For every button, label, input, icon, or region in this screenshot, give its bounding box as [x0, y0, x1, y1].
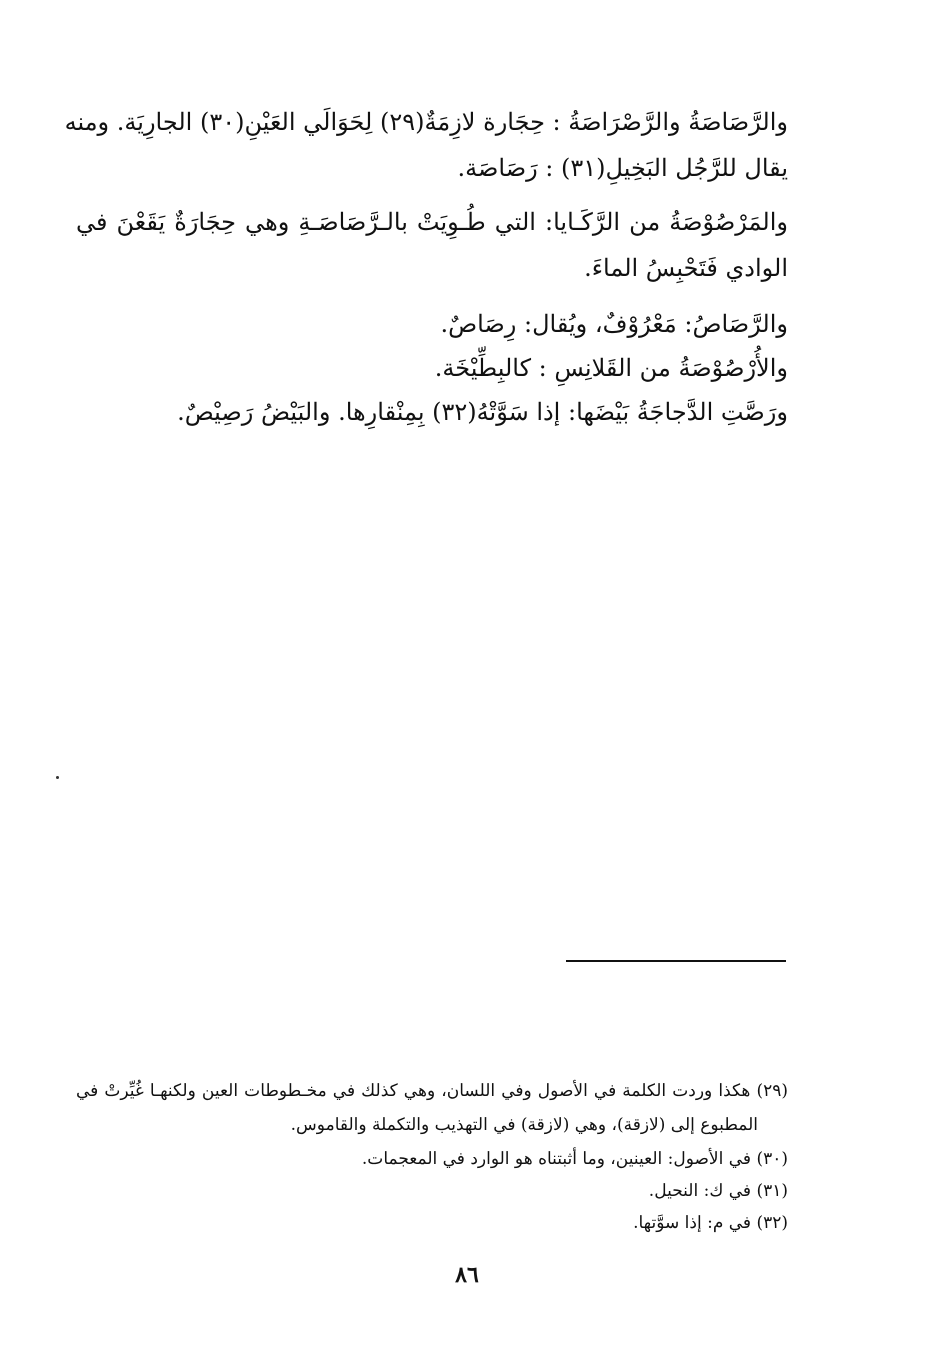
footnote-32: (٣٢) في م: إذا سوَّتها.	[633, 1213, 788, 1233]
paragraph-1-line-1: والرَّصَاصَةُ والرَّصْرَاصَةُ : حِجَارة لازِمَةٌ(٢٩) لِحَوَالَي العَيْنِ(٣٠) الجارِيَة. ومنه	[64, 108, 788, 136]
paragraph-1-line-2: يقال للرَّجُل البَخِيلِ(٣١) : رَصَاصَة.	[457, 154, 788, 182]
paragraph-2-line-1: والمَرْصُوْصَةُ من الرَّكَـايا: التي طُـوِيَتْ بالـرَّصَاصَـةِ وهي حِجَارَةٌ يَقَعْنَ في	[76, 208, 788, 236]
paragraph-5: ورَصَّتِ الدَّجاجَةُ بَيْضَها: إذا سَوَّتْهُ(٣٢) بِمِنْقارِها. والبَيْضُ رَصِيْصٌ.	[177, 398, 788, 426]
page-number: ٨٦	[455, 1262, 479, 1288]
paragraph-2-line-2: الوادي فَتَحْبِسُ الماءَ.	[584, 254, 788, 282]
speck-mark	[56, 776, 59, 779]
paragraph-4: والأُرْصُوْصَةُ من القَلانِسِ : كالبِطِّيْخَة.	[434, 354, 788, 382]
footnote-31: (٣١) في ك: النحيل.	[648, 1181, 788, 1201]
footnote-separator	[566, 960, 786, 962]
footnote-29-line-1: (٢٩) هكذا وردت الكلمة في الأصول وفي اللسان، وهي كذلك في مخـطوطات العين ولكنهـا غُيِّرتْ في	[76, 1081, 788, 1101]
footnote-29-line-2: المطبوع إلى (لازقة)، وهي (لازقة) في التهذيب والتكملة والقاموس.	[290, 1115, 758, 1135]
paragraph-3: والرَّصَاصُ: مَعْرُوْفٌ، ويُقال: رِصَاصٌ.	[440, 310, 788, 338]
footnote-30: (٣٠) في الأصول: العينين، وما أثبتناه هو الوارد في المعجمات.	[361, 1149, 788, 1169]
